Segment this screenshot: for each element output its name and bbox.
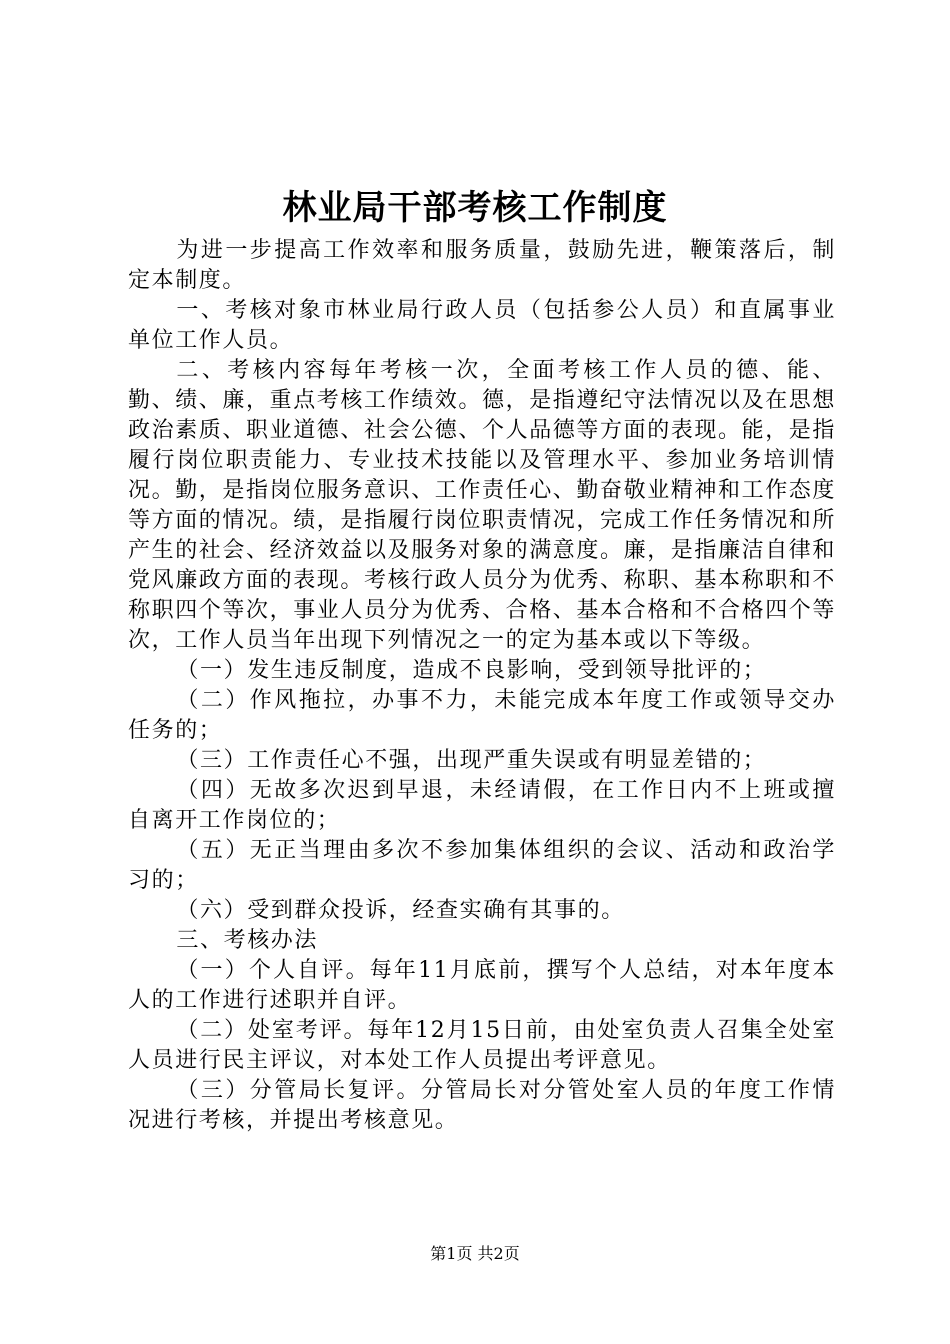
paragraph-item-2: （二）作风拖拉，办事不力，未能完成本年度工作或领导交办任务的；: [128, 688, 836, 743]
page-number-footer: 第1页 共2页: [430, 1244, 520, 1263]
paragraph-section-2: 二、考核内容每年考核一次，全面考核工作人员的德、能、勤、绩、廉，重点考核工作绩效。德，是指遵纪守法情况以及在思想政治素质、职业道德、社会公德、个人品德等方面的表现。能，是指履行岗位职责能力、专业技术技能以及管理水平、参加业务培训情况。勤，是指岗位服务意识、工作责任心、勤奋敬业精神和工作态度等方面的情况。绩，是指履行岗位职责情况，完成工作任务情况和所产生的社会、经济效益以及服务对象的满意度。廉，是指廉洁自律和党风廉政方面的表现。考核行政人员分为优秀、称职、基本称职和不称职四个等次，事业人员分为优秀、合格、基本合格和不合格四个等次，工作人员当年出现下列情况之一的定为基本或以下等级。: [128, 358, 837, 653]
paragraph-section-3-heading: 三、考核办法: [176, 928, 318, 953]
paragraph-intro: 为进一步提高工作效率和服务质量，鼓励先进，鞭策落后，制定本制度。: [128, 238, 836, 293]
paragraph-section-1: 一、考核对象市林业局行政人员（包括参公人员）和直属事业单位工作人员。: [128, 298, 836, 353]
paragraph-item-4: （四）无故多次迟到早退，未经请假，在工作日内不上班或擅自离开工作岗位的；: [128, 778, 836, 833]
paragraph-method-2: （二）处室考评。每年12月15日前，由处室负责人召集全处室人员进行民主评议，对本处工作人员提出考评意见。: [128, 1018, 836, 1073]
paragraph-item-1: （一）发生违反制度，造成不良影响，受到领导批评的；: [176, 658, 767, 683]
paragraph-method-1: （一）个人自评。每年11月底前，撰写个人总结，对本年度本人的工作进行述职并自评。: [128, 958, 836, 1013]
document-body: [128, 236, 836, 1136]
paragraph-item-6: （六）受到群众投诉，经查实确有其事的。: [176, 898, 625, 923]
paragraph-method-3: （三）分管局长复评。分管局长对分管处室人员的年度工作情况进行考核，并提出考核意见。: [128, 1078, 836, 1133]
paragraph-item-3: （三）工作责任心不强，出现严重失误或有明显差错的；: [176, 748, 767, 773]
paragraph-item-5: （五）无正当理由多次不参加集体组织的会议、活动和政治学习的；: [128, 838, 836, 893]
document-title: 林业局干部考核工作制度: [282, 188, 668, 228]
